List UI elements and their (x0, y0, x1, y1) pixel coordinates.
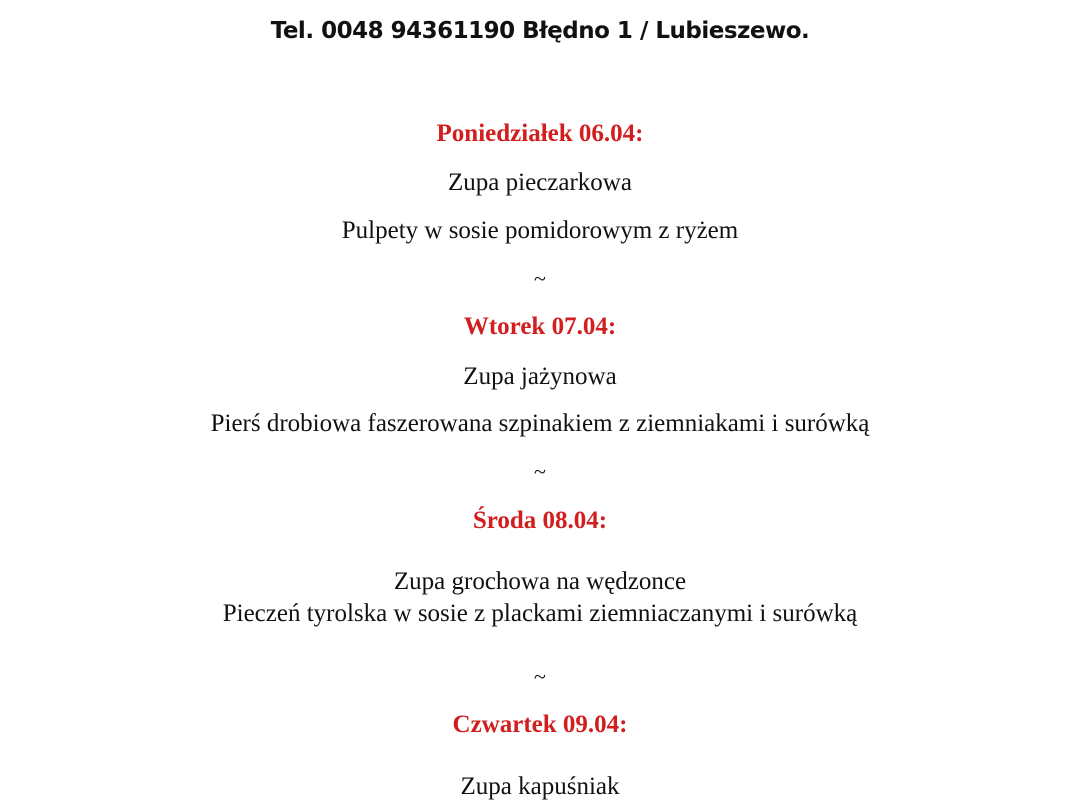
day-heading-wednesday: Środa 08.04: (472, 507, 608, 534)
separator: ~ (534, 664, 546, 689)
day-heading-monday: Poniedziałek 06.04: (436, 120, 644, 147)
soup-tuesday: Zupa jażynowa (463, 363, 617, 390)
separator: ~ (534, 459, 546, 484)
soup-wednesday: Zupa grochowa na wędzonce (393, 568, 687, 595)
separator: ~ (534, 266, 546, 291)
soup-monday: Zupa pieczarkowa (448, 169, 632, 196)
main-dish-tuesday: Pierś drobiowa faszerowana szpinakiem z ziemniakami i surówką (210, 410, 870, 437)
soup-thursday: Zupa kapuśniak (460, 773, 620, 800)
day-heading-tuesday: Wtorek 07.04: (463, 313, 617, 340)
day-heading-thursday: Czwartek 09.04: (452, 711, 628, 738)
contact-header: Tel. 0048 94361190 Błędno 1 / Lubieszewo. (270, 18, 810, 44)
main-dish-monday: Pulpety w sosie pomidorowym z ryżem (341, 217, 739, 244)
main-dish-wednesday: Pieczeń tyrolska w sosie z plackami ziemniaczanymi i surówką (222, 600, 858, 627)
